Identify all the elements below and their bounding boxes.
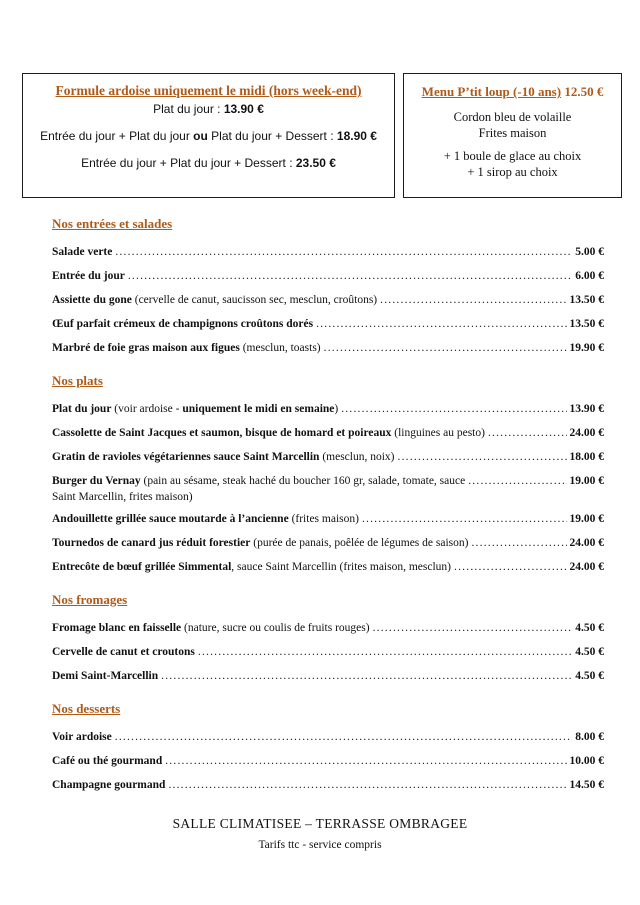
formule-line-2-part2: Plat du jour + Dessert : (207, 129, 337, 143)
formule-line-2-part1: Entrée du jour + Plat du jour (40, 129, 194, 143)
leader-dots (362, 512, 567, 526)
dish-desc: (mesclun, toasts) (239, 342, 321, 354)
leader-dots (168, 778, 566, 792)
dish-name: Gratin de ravioles végétariennes sauce Saint Marcellin (52, 451, 320, 463)
formule-line-2-price: 18.90 € (336, 129, 377, 143)
dish-price: 10.00 € (569, 755, 604, 767)
leader-dots (316, 317, 566, 331)
menu-item-cassolette (52, 426, 604, 440)
dish-desc: (linguines au pesto) (391, 427, 485, 439)
leader-dots (198, 645, 572, 659)
menu-item-demi-saint-marcellin (52, 669, 604, 683)
leader-dots (341, 402, 566, 416)
menu-item-champagne-gourmand (52, 778, 604, 792)
dish-name: Œuf parfait crémeux de champignons croûtons dorés (52, 318, 314, 330)
dish-desc: (pain au sésame, steak haché du boucher 160 gr, salade, tomate, sauce (140, 475, 466, 487)
dish-name: Demi Saint-Marcellin (52, 670, 159, 682)
menu-ptit-loup-extras-group (404, 148, 621, 180)
dish-name: Cervelle de canut et croutons (52, 646, 195, 658)
dish-price: 4.50 € (575, 622, 604, 634)
dish-name: Champagne gourmand (52, 779, 166, 791)
formule-line-3-price: 23.50 € (295, 156, 336, 170)
top-boxes-row (22, 73, 622, 198)
menu-sections (52, 216, 604, 792)
menu-item-cervelle-canut (52, 645, 604, 659)
menu-item-marbre-foie-gras (52, 341, 604, 355)
leader-dots (373, 621, 573, 635)
section-heading-plats: Nos plats (52, 373, 103, 388)
dish-name: Entrée du jour (52, 270, 125, 282)
dish-name: Entrecôte de bœuf grillée Simmental (52, 561, 232, 573)
dish-name: Fromage blanc en faisselle (52, 622, 182, 634)
leader-dots (324, 341, 567, 355)
dish-name: Andouillette grillée sauce moutarde à l’ancienne (52, 513, 289, 525)
dish-name: Plat du jour (52, 403, 112, 415)
menu-item-voir-ardoise (52, 730, 604, 744)
menu-item-tournedos-canard (52, 536, 604, 550)
menu-ptit-loup-line-3: + 1 boule de glace au choix (443, 149, 582, 163)
leader-dots (380, 293, 566, 307)
leader-dots (165, 754, 566, 768)
menu-ptit-loup-title-text: Menu P’tit loup (-10 ans) (421, 84, 562, 99)
dish-name: Voir ardoise (52, 731, 112, 743)
menu-item-cafe-gourmand (52, 754, 604, 768)
dish-price: 8.00 € (575, 731, 604, 743)
leader-dots (488, 426, 567, 440)
leader-dots (398, 450, 567, 464)
leader-dots (471, 536, 566, 550)
footer (0, 816, 640, 852)
dish-desc-bold: uniquement le midi en semaine (182, 403, 335, 415)
dish-desc: (voir ardoise - (111, 403, 183, 415)
formule-line-2 (23, 129, 394, 143)
dish-price: 24.00 € (569, 537, 604, 549)
menu-ptit-loup-line-2: Frites maison (478, 126, 547, 140)
footer-tarifs: Tarifs ttc - service compris (258, 839, 382, 851)
menu-ptit-loup-title-price: 12.50 € (561, 84, 604, 99)
formule-line-2-ou: ou (193, 129, 208, 143)
leader-dots (128, 269, 572, 283)
dish-name: Assiette du gone (52, 294, 132, 306)
dish-price: 13.50 € (569, 318, 604, 330)
dish-desc: (nature, sucre ou coulis de fruits rouges) (181, 622, 370, 634)
dish-desc: (purée de panais, poêlée de légumes de saison) (250, 537, 469, 549)
dish-name: Marbré de foie gras maison aux figues (52, 342, 240, 354)
menu-item-burger-du-vernay (52, 474, 604, 488)
formule-line-1 (23, 102, 394, 116)
menu-ptit-loup-box (403, 73, 622, 198)
dish-name: Salade verte (52, 246, 113, 258)
menu-item-plat-du-jour (52, 402, 604, 416)
dish-price: 14.50 € (569, 779, 604, 791)
dish-price: 4.50 € (575, 646, 604, 658)
dish-price: 19.00 € (569, 513, 604, 525)
leader-dots (454, 560, 566, 574)
dish-price: 18.00 € (569, 451, 604, 463)
menu-item-oeuf-parfait (52, 317, 604, 331)
formule-line-3 (23, 156, 394, 170)
menu-ptit-loup-dish-group (404, 109, 621, 141)
dish-price: 13.90 € (569, 403, 604, 415)
dish-name: Tournedos de canard jus réduit forestier (52, 537, 251, 549)
menu-item-entree-du-jour (52, 269, 604, 283)
formule-box-title: Formule ardoise uniquement le midi (hors week-end) (55, 83, 362, 98)
formule-ardoise-box (22, 73, 395, 198)
dish-price: 4.50 € (575, 670, 604, 682)
dish-price: 24.00 € (569, 427, 604, 439)
dish-price: 13.50 € (569, 294, 604, 306)
footer-salle-climatisee: SALLE CLIMATISEE – TERRASSE OMBRAGEE (172, 816, 468, 831)
dish-name: Burger du Vernay (52, 475, 141, 487)
dish-price: 24.00 € (569, 561, 604, 573)
menu-ptit-loup-line-4: + 1 sirop au choix (467, 165, 558, 179)
dish-desc: (frites maison) (288, 513, 359, 525)
menu-item-salade-verte (52, 245, 604, 259)
section-heading-entrees: Nos entrées et salades (52, 216, 173, 231)
dish-price: 19.00 € (569, 475, 604, 487)
menu-item-burger-du-vernay-continuation: Saint Marcellin, frites maison) (52, 491, 193, 503)
dish-desc: , sauce Saint Marcellin (frites maison, mesclun) (231, 561, 452, 573)
section-heading-desserts: Nos desserts (52, 701, 121, 716)
menu-item-entrecote (52, 560, 604, 574)
menu-item-fromage-blanc (52, 621, 604, 635)
dish-price: 5.00 € (575, 246, 604, 258)
formule-line-1-label: Plat du jour : (153, 102, 224, 116)
dish-price: 6.00 € (575, 270, 604, 282)
dish-name: Cassolette de Saint Jacques et saumon, bisque de homard et poireaux (52, 427, 392, 439)
dish-desc-end: ) (334, 403, 339, 415)
menu-ptit-loup-line-1: Cordon bleu de volaille (453, 110, 572, 124)
dish-desc: (cervelle de canut, saucisson sec, mesclun, croûtons) (131, 294, 378, 306)
leader-dots (468, 474, 566, 488)
leader-dots (115, 245, 572, 259)
dish-price: 19.90 € (569, 342, 604, 354)
menu-item-assiette-du-gone (52, 293, 604, 307)
section-heading-fromages: Nos fromages (52, 592, 128, 607)
dish-name: Café ou thé gourmand (52, 755, 163, 767)
menu-ptit-loup-title (404, 84, 621, 100)
menu-item-gratin-ravioles (52, 450, 604, 464)
menu-item-andouillette (52, 512, 604, 526)
dish-desc: (mesclun, noix) (319, 451, 395, 463)
leader-dots (161, 669, 572, 683)
leader-dots (115, 730, 573, 744)
formule-line-1-price: 13.90 € (223, 102, 264, 116)
formule-line-3-label: Entrée du jour + Plat du jour + Dessert : (81, 156, 296, 170)
